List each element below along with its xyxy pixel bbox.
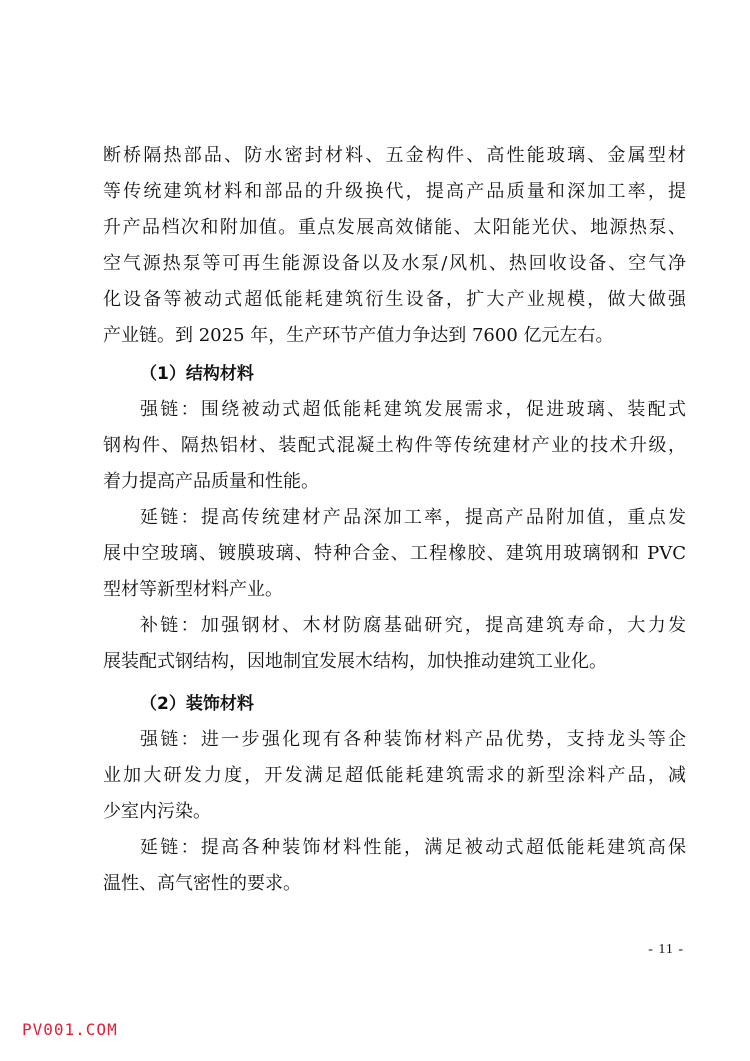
paragraph-first-line: 延链：提高传统建材产品深加工率，提高产品附加值，重点发 bbox=[140, 507, 686, 528]
paragraph-first-line: 强链：围绕被动式超低能耗建筑发展需求，促进玻璃、装配式 bbox=[140, 399, 686, 420]
paragraph-first-line: 延链：提高各种装饰材料性能，满足被动式超低能耗建筑高保 bbox=[140, 837, 686, 858]
body-text-line: 升产品档次和附加值。重点发展高效储能、太阳能光伏、地源热泵、 bbox=[103, 217, 686, 238]
body-text-line: 产业链。到 2025 年，生产环节产值力争达到 7600 亿元左右。 bbox=[103, 325, 614, 346]
body-text-line: 化设备等被动式超低能耗建筑衍生设备，扩大产业规模，做大做强 bbox=[103, 289, 686, 310]
site-watermark: PV001.COM bbox=[22, 1020, 118, 1039]
page-number: - 11 - bbox=[648, 942, 684, 957]
body-text-line: 展装配式钢结构，因地制宜发展木结构，加快推动建筑工业化。 bbox=[103, 651, 607, 672]
body-text-line: 着力提高产品质量和性能。 bbox=[103, 471, 319, 492]
section-heading-decorative-materials: （2）装饰材料 bbox=[140, 694, 254, 714]
body-text-line: 型材等新型材料产业。 bbox=[103, 579, 283, 600]
body-text-line: 展中空玻璃、镀膜玻璃、特种合金、工程橡胶、建筑用玻璃钢和 PVC bbox=[103, 543, 686, 564]
body-text-line: 温性、高气密性的要求。 bbox=[103, 873, 301, 894]
body-text-line: 钢构件、隔热铝材、装配式混凝土构件等传统建材产业的技术升级， bbox=[103, 435, 686, 456]
body-text-line: 业加大研发力度，开发满足超低能耗建筑需求的新型涂料产品，减 bbox=[103, 765, 686, 786]
body-text-line: 空气源热泵等可再生能源设备以及水泵/风机、热回收设备、空气净 bbox=[103, 253, 686, 274]
paragraph-first-line: 强链：进一步强化现有各种装饰材料产品优势，支持龙头等企 bbox=[140, 729, 686, 750]
body-text-line: 断桥隔热部品、防水密封材料、五金构件、高性能玻璃、金属型材 bbox=[103, 145, 686, 166]
paragraph-first-line: 补链：加强钢材、木材防腐基础研究，提高建筑寿命，大力发 bbox=[140, 615, 686, 636]
section-heading-structural-materials: （1）结构材料 bbox=[140, 364, 254, 384]
body-text-line: 少室内污染。 bbox=[103, 801, 211, 822]
body-text-line: 等传统建筑材料和部品的升级换代，提高产品质量和深加工率，提 bbox=[103, 181, 686, 202]
